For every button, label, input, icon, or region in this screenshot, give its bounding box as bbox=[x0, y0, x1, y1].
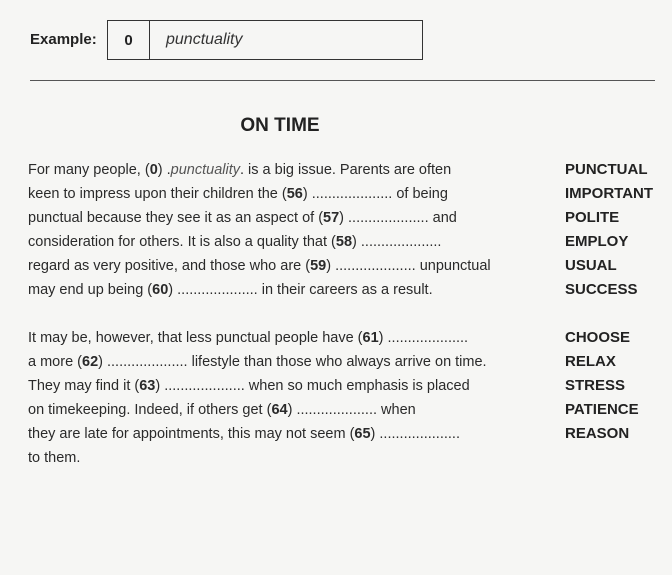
text-line: It may be, however, that less punctual people have (61) .................... bbox=[28, 330, 469, 346]
word-item: REASON bbox=[565, 425, 630, 442]
answer-gap-65[interactable]: .................... bbox=[379, 426, 460, 442]
text-line: consideration for others. It is also a quality that (58) .................... bbox=[28, 234, 442, 250]
example-label: Example: bbox=[30, 31, 97, 48]
divider bbox=[30, 80, 655, 81]
example-answer: punctuality bbox=[166, 31, 243, 48]
word-item: STRESS bbox=[565, 377, 626, 394]
word-item: PATIENCE bbox=[565, 401, 639, 418]
answer-gap-57[interactable]: .................... bbox=[348, 210, 429, 226]
word-list-1 bbox=[565, 158, 653, 302]
text-line: For many people, (0) .punctuality. is a big issue. Parents are often bbox=[28, 162, 452, 178]
answer-gap-60[interactable]: .................... bbox=[177, 282, 258, 298]
word-item: POLITE bbox=[565, 209, 620, 226]
text-line: keen to impress upon their children the (56) .................... of being bbox=[28, 186, 448, 202]
example-box bbox=[107, 20, 423, 60]
answer-gap-56[interactable]: .................... bbox=[311, 186, 393, 202]
answer-gap-59[interactable]: .................... bbox=[335, 258, 416, 274]
text-line: may end up being (60) .................... in their careers as a result. bbox=[28, 282, 433, 298]
word-item: CHOOSE bbox=[565, 329, 631, 346]
text-line: punctual because they see it as an aspect of (57) .................... and bbox=[28, 210, 457, 226]
page-title: ON TIME bbox=[240, 115, 320, 136]
answer-gap-63[interactable]: .................... bbox=[164, 378, 245, 394]
text-line: they are late for appointments, this may not seem (65) .................... bbox=[28, 426, 460, 442]
word-item: RELAX bbox=[565, 353, 616, 370]
word-item: PUNCTUAL bbox=[565, 161, 648, 178]
word-item: USUAL bbox=[565, 257, 617, 274]
answer-gap-58[interactable]: .................... bbox=[360, 234, 442, 250]
answer-gap-61[interactable]: .................... bbox=[387, 330, 469, 346]
word-list-2 bbox=[565, 326, 639, 446]
text-line: regard as very positive, and those who are (59) .................... unpunctual bbox=[28, 258, 491, 274]
answer-gap-62[interactable]: .................... bbox=[107, 354, 188, 370]
word-item: EMPLOY bbox=[565, 233, 629, 250]
text-line: They may find it (63) .................... when so much emphasis is placed bbox=[28, 378, 470, 394]
paragraph-2 bbox=[28, 326, 538, 470]
text-line: on timekeeping. Indeed, if others get (64) .................... when bbox=[28, 402, 416, 418]
word-item: IMPORTANT bbox=[565, 185, 654, 202]
word-item: SUCCESS bbox=[565, 281, 638, 298]
text-line: to them. bbox=[28, 450, 81, 466]
answer-gap-64[interactable]: .................... bbox=[296, 402, 378, 418]
example-answer-inline: punctuality bbox=[170, 162, 240, 178]
example-number: 0 bbox=[108, 21, 150, 59]
paragraph-1 bbox=[28, 158, 538, 302]
text-line: a more (62) .................... lifestyle than those who always arrive on time. bbox=[28, 354, 487, 370]
